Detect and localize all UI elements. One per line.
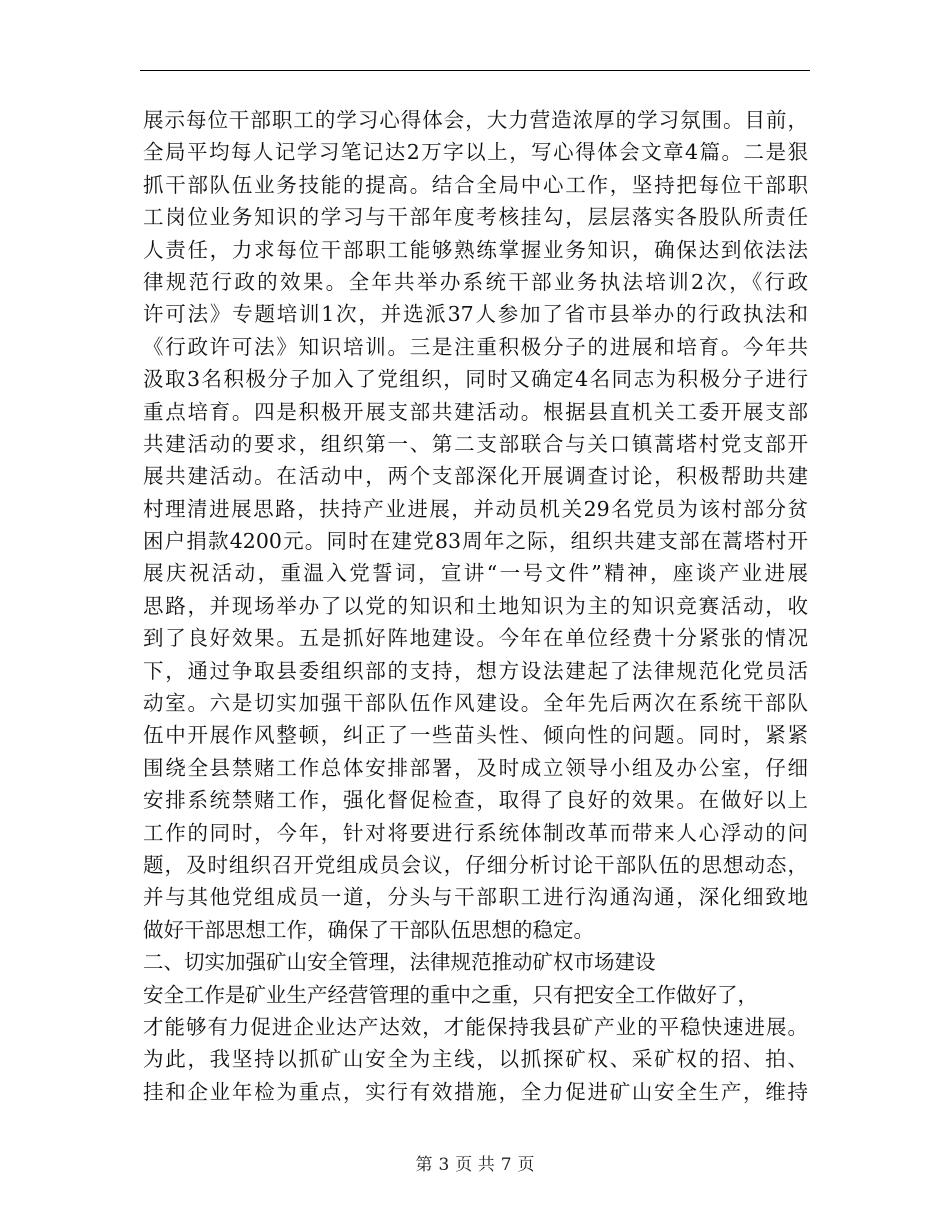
page-footer [0, 1153, 950, 1177]
text-line: 二、切实加强矿山安全管理，法律规范推动矿权市场建设 [143, 950, 656, 975]
text-line: 思路，并现场举办了以党的知识和土地知识为主的知识竞赛活动，收 [143, 593, 808, 618]
text-line: 题，及时组织召开党组成员会议，仔细分析讨论干部队伍的思想动态， [143, 852, 808, 877]
text-line: 安全工作是矿业生产经营管理的重中之重，只有把安全工作做好了， [143, 982, 758, 1007]
text-line: 才能够有力促进企业达产达效，才能保持我县矿产业的平稳快速进展。 [143, 1014, 808, 1039]
text-line: 许可法》专题培训1次，并选派37人参加了省市县举办的行政执法和 [143, 302, 808, 327]
text-line: 律规范行政的效果。全年共举办系统干部业务执法培训2次，《行政 [143, 269, 808, 294]
text-line: 下，通过争取县委组织部的支持，想方设法建起了法律规范化党员活 [143, 658, 808, 683]
footer-page-number: 3 [438, 1155, 450, 1175]
text-line: 重点培育。四是积极开展支部共建活动。根据县直机关工委开展支部 [143, 399, 808, 424]
text-line: 抓干部队伍业务技能的提高。结合全局中心工作，坚持把每位干部职 [143, 172, 808, 197]
text-line: 工岗位业务知识的学习与干部年度考核挂勾，层层落实各股队所责任 [143, 205, 808, 230]
footer-prefix: 第 [415, 1155, 433, 1175]
text-line: 汲取3名积极分子加入了党组织，同时又确定4名同志为积极分子进行 [143, 367, 808, 392]
text-line: 展示每位干部职工的学习心得体会，大力营造浓厚的学习氛围。目前， [143, 108, 808, 132]
text-line: 全局平均每人记学习笔记达2万字以上，写心得体会文章4篇。二是狠 [143, 140, 808, 165]
text-line: 展庆祝活动，重温入党誓词，宣讲“一号文件”精神，座谈产业进展 [143, 561, 808, 586]
text-line: 并与其他党组成员一道，分头与干部职工进行沟通沟通，深化细致地 [143, 885, 808, 910]
text-line: 共建活动的要求，组织第一、第二支部联合与关口镇蒿塔村党支部开 [143, 431, 808, 456]
text-line: 人责任，力求每位干部职工能够熟练掌握业务知识，确保达到依法法 [143, 237, 808, 262]
text-line: 围绕全县禁赌工作总体安排部署，及时成立领导小组及办公室，仔细 [143, 755, 808, 780]
footer-middle: 页 共 [455, 1155, 495, 1175]
text-line: 伍中开展作风整顿，纠正了一些苗头性、倾向性的问题。同时，紧紧 [143, 723, 808, 748]
text-line: 展共建活动。在活动中，两个支部深化开展调查讨论，积极帮助共建 [143, 464, 808, 489]
text-line: 动室。六是切实加强干部队伍作风建设。全年先后两次在系统干部队 [143, 691, 808, 716]
text-line: 做好干部思想工作，确保了干部队伍思想的稳定。 [143, 917, 594, 942]
text-line: 安排系统禁赌工作，强化督促检查，取得了良好的效果。在做好以上 [143, 788, 808, 813]
text-line: 困户捐款4200元。同时在建党83周年之际，组织共建支部在蒿塔村开 [143, 529, 808, 554]
text-line: 《行政许可法》知识培训。三是注重积极分子的进展和培育。今年共 [143, 334, 808, 359]
text-line: 挂和企业年检为重点，实行有效措施，全力促进矿山安全生产，维持 [143, 1079, 808, 1104]
footer-total-pages: 7 [500, 1155, 512, 1175]
footer-suffix: 页 [517, 1155, 535, 1175]
text-line: 村理清进展思路，扶持产业进展，并动员机关29名党员为该村部分贫 [143, 496, 808, 521]
text-line: 到了良好效果。五是抓好阵地建设。今年在单位经费十分紧张的情况 [143, 626, 808, 651]
header-rule [140, 70, 810, 71]
document-body [143, 104, 808, 1108]
text-line: 工作的同时，今年，针对将要进行系统体制改革而带来人心浮动的问 [143, 820, 808, 845]
text-line: 为此，我坚持以抓矿山安全为主线，以抓探矿权、采矿权的招、拍、 [143, 1047, 808, 1072]
